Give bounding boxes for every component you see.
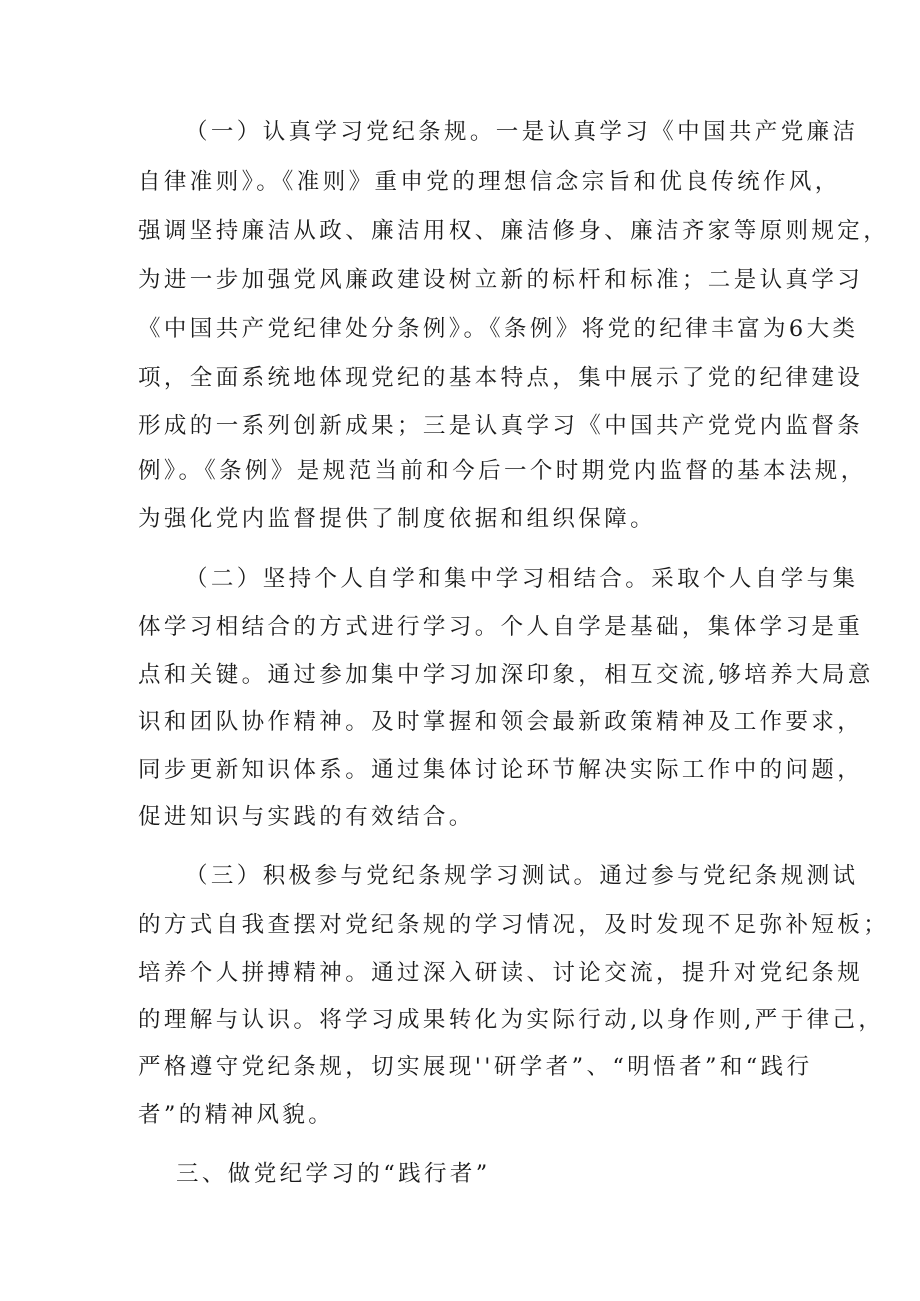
paragraph-line: （一）认真学习党纪条规。一是认真学习《中国共产党廉洁 bbox=[185, 119, 859, 145]
paragraph-line: 自律准则》。《准则》重申党的理想信念宗旨和优良传统作风， bbox=[138, 169, 841, 195]
paragraph-line: 培养个人拼搏精神。通过深入研读、讨论交流，提升对党纪条规 bbox=[138, 960, 864, 986]
paragraph-line: 体学习相结合的方式进行学习。个人自学是基础，集体学习是重 bbox=[138, 614, 864, 640]
paragraph-line: 《中国共产党纪律处分条例》。《条例》将党的纪律丰富为6大类 bbox=[138, 316, 859, 342]
paragraph-line: （二）坚持个人自学和集中学习相结合。采取个人自学与集 bbox=[185, 566, 859, 592]
paragraph-line: 同步更新知识体系。通过集体讨论环节解决实际工作中的问题， bbox=[138, 757, 864, 783]
paragraph-line: 促进知识与实践的有效结合。 bbox=[138, 804, 475, 830]
paragraph-line: 的理解与认识。将学习成果转化为实际行动,以身作则,严于律己， bbox=[138, 1007, 885, 1033]
section-heading: 三、做党纪学习的“践行者” bbox=[176, 1161, 491, 1187]
paragraph-line: 点和关键。通过参加集中学习加深印象，相互交流,够培养大局意 bbox=[138, 662, 874, 688]
paragraph-line: 的方式自我查摆对党纪条规的学习情况，及时发现不足弥补短板； bbox=[138, 912, 890, 938]
paragraph-line: 强调坚持廉洁从政、廉洁用权、廉洁修身、廉洁齐家等原则规定， bbox=[138, 218, 890, 244]
paragraph-line: 形成的一系列创新成果；三是认真学习《中国共产党党内监督条 bbox=[138, 413, 864, 439]
paragraph-line: 例》。《条例》是规范当前和今后一个时期党内监督的基本法规， bbox=[138, 458, 867, 484]
paragraph-line: 为进一步加强党风廉政建设树立新的标杆和标准；二是认真学习 bbox=[138, 267, 864, 293]
paragraph-line: 识和团队协作精神。及时掌握和领会最新政策精神及工作要求， bbox=[138, 709, 864, 735]
paragraph-line: （三）积极参与党纪条规学习测试。通过参与党纪条规测试 bbox=[185, 863, 859, 889]
paragraph-line: 为强化党内监督提供了制度依据和组织保障。 bbox=[138, 506, 657, 532]
paragraph-line: 者”的精神风貌。 bbox=[138, 1102, 335, 1128]
paragraph-line: 项，全面系统地体现党纪的基本特点，集中展示了党的纪律建设 bbox=[138, 365, 864, 391]
paragraph-line: 严格遵守党纪条规，切实展现''研学者”、“明悟者”和“践行 bbox=[138, 1054, 813, 1080]
